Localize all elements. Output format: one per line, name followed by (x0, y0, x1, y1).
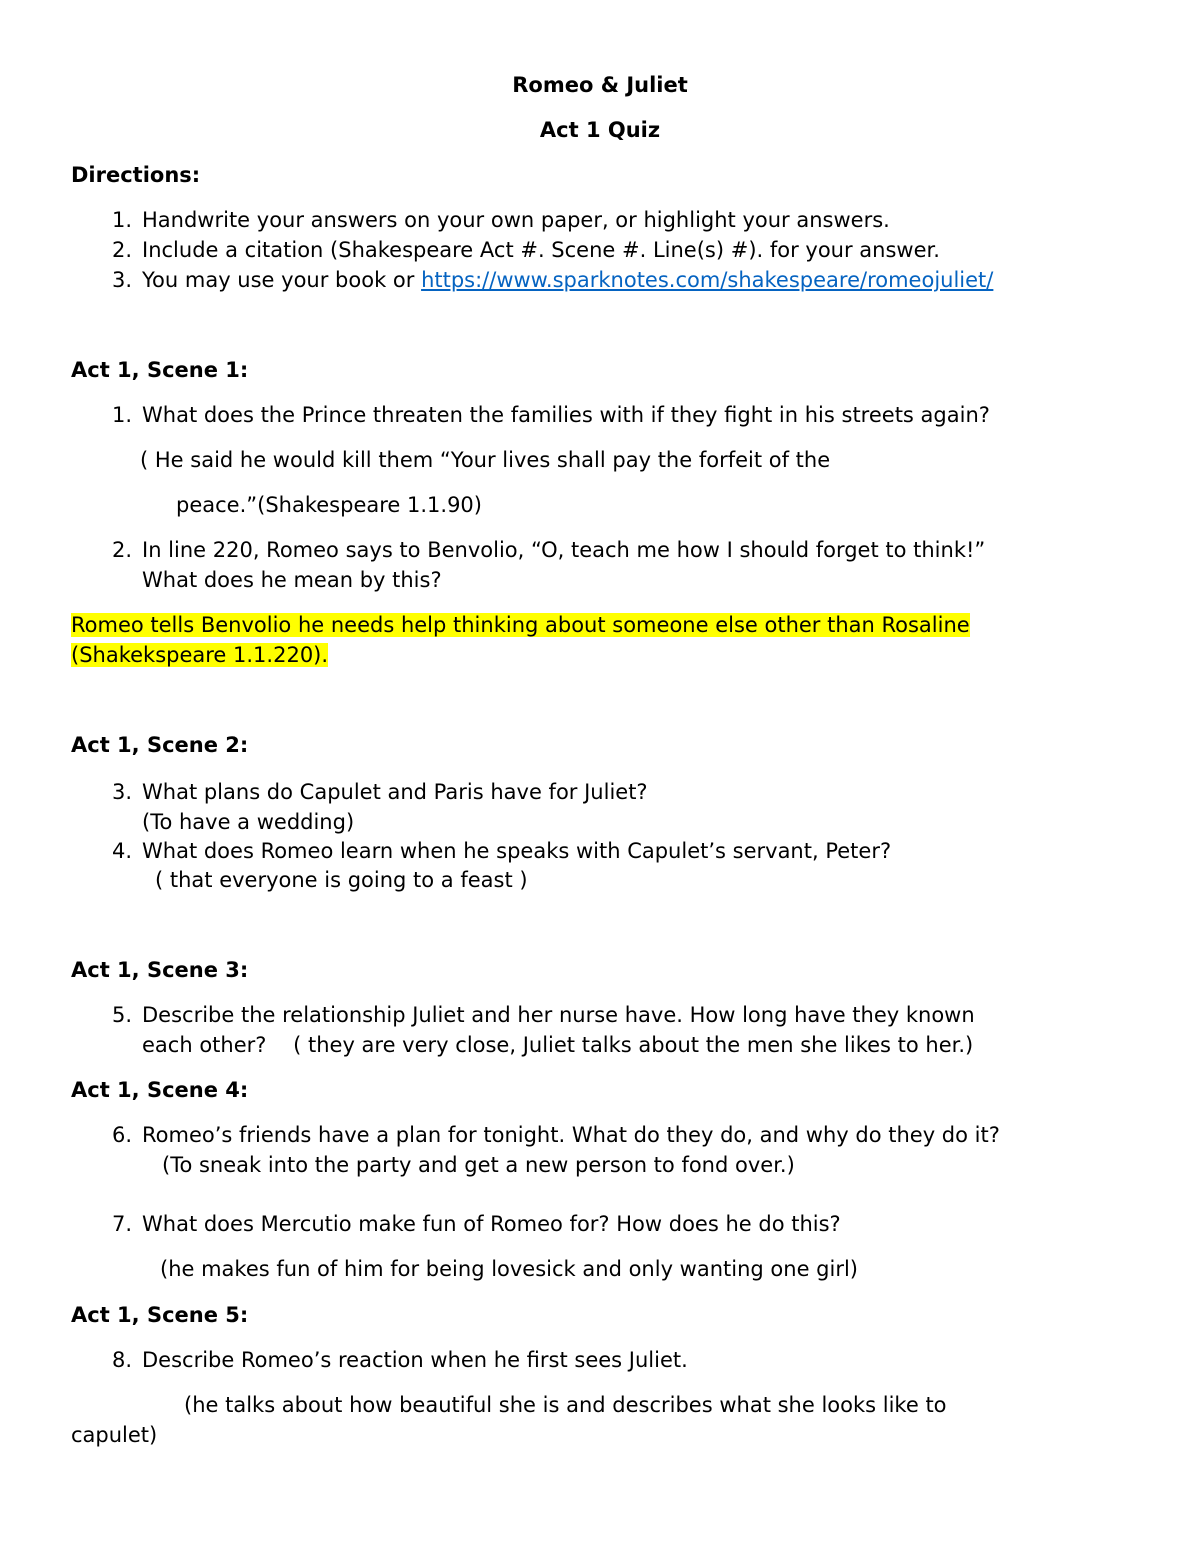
answer-2-line-1 (71, 610, 970, 640)
highlighted-answer: Romeo tells Benvolio he needs help thinking about someone else other than Rosaline (71, 613, 970, 637)
question-text-line-2: each other? ( they are very close, Juliet talks about the men she likes to her.) (142, 1033, 974, 1057)
question-number: 2. (111, 538, 132, 562)
question-text: What does the Prince threaten the families with if they fight in his streets again? (142, 403, 990, 427)
question-number: 3. (111, 780, 132, 804)
scene5-heading: Act 1, Scene 5: (71, 1303, 249, 1327)
answer-text: (he makes fun of him for being lovesick and only wanting one girl) (160, 1257, 858, 1281)
answer-text: (To have a wedding) (142, 810, 355, 834)
answer-1-line-2: peace.”(Shakespeare 1.1.90) (176, 493, 482, 517)
directions-heading: Directions: (71, 163, 201, 187)
list-number: 1. (111, 208, 132, 232)
answer-8-line-1: (he talks about how beautiful she is and describes what she looks like to (184, 1393, 947, 1417)
question-text: Describe Romeo’s reaction when he first sees Juliet. (142, 1348, 688, 1372)
question-text-line-2: What does he mean by this? (142, 568, 442, 592)
question-number: 7. (111, 1212, 132, 1236)
answer-8-line-2: capulet) (71, 1423, 158, 1447)
question-number: 1. (111, 403, 132, 427)
question-number: 5. (111, 1003, 132, 1027)
question-text-line-1: Describe the relationship Juliet and her nurse have. How long have they known (142, 1003, 975, 1027)
answer-text: (To sneak into the party and get a new person to fond over.) (162, 1153, 795, 1177)
list-text: Include a citation (Shakespeare Act #. Scene #. Line(s) #). for your answer. (142, 238, 940, 262)
question-text: What does Romeo learn when he speaks with Capulet’s servant, Peter? (142, 839, 892, 863)
list-number: 3. (111, 268, 132, 292)
scene1-heading: Act 1, Scene 1: (71, 358, 249, 382)
list-text: Handwrite your answers on your own paper, or highlight your answers. (142, 208, 890, 232)
highlighted-answer: (Shakekspeare 1.1.220). (71, 643, 329, 667)
list-text-wrap (142, 265, 993, 295)
scene3-heading: Act 1, Scene 3: (71, 958, 249, 982)
answer-text: ( that everyone is going to a feast ) (155, 868, 528, 892)
answer-1-line-1: ( He said he would kill them “Your lives shall pay the forfeit of the (140, 448, 831, 472)
list-number: 2. (111, 238, 132, 262)
question-text: What plans do Capulet and Paris have for Juliet? (142, 780, 648, 804)
answer-2-line-2 (71, 640, 328, 670)
question-text: What does Mercutio make fun of Romeo for? How does he do this? (142, 1212, 841, 1236)
question-number: 4. (111, 839, 132, 863)
document-title: Romeo & Juliet (512, 73, 688, 97)
question-text: Romeo’s friends have a plan for tonight. What do they do, and why do they do it? (142, 1123, 1000, 1147)
question-number: 6. (111, 1123, 132, 1147)
sparknotes-link[interactable]: https://www.sparknotes.com/shakespeare/romeojuliet/ (421, 268, 994, 292)
list-text: You may use your book or (142, 268, 422, 292)
document-subtitle: Act 1 Quiz (539, 118, 661, 142)
scene4-heading: Act 1, Scene 4: (71, 1078, 249, 1102)
scene2-heading: Act 1, Scene 2: (71, 733, 249, 757)
question-number: 8. (111, 1348, 132, 1372)
question-text-line-1: In line 220, Romeo says to Benvolio, “O, teach me how I should forget to think!” (142, 538, 986, 562)
